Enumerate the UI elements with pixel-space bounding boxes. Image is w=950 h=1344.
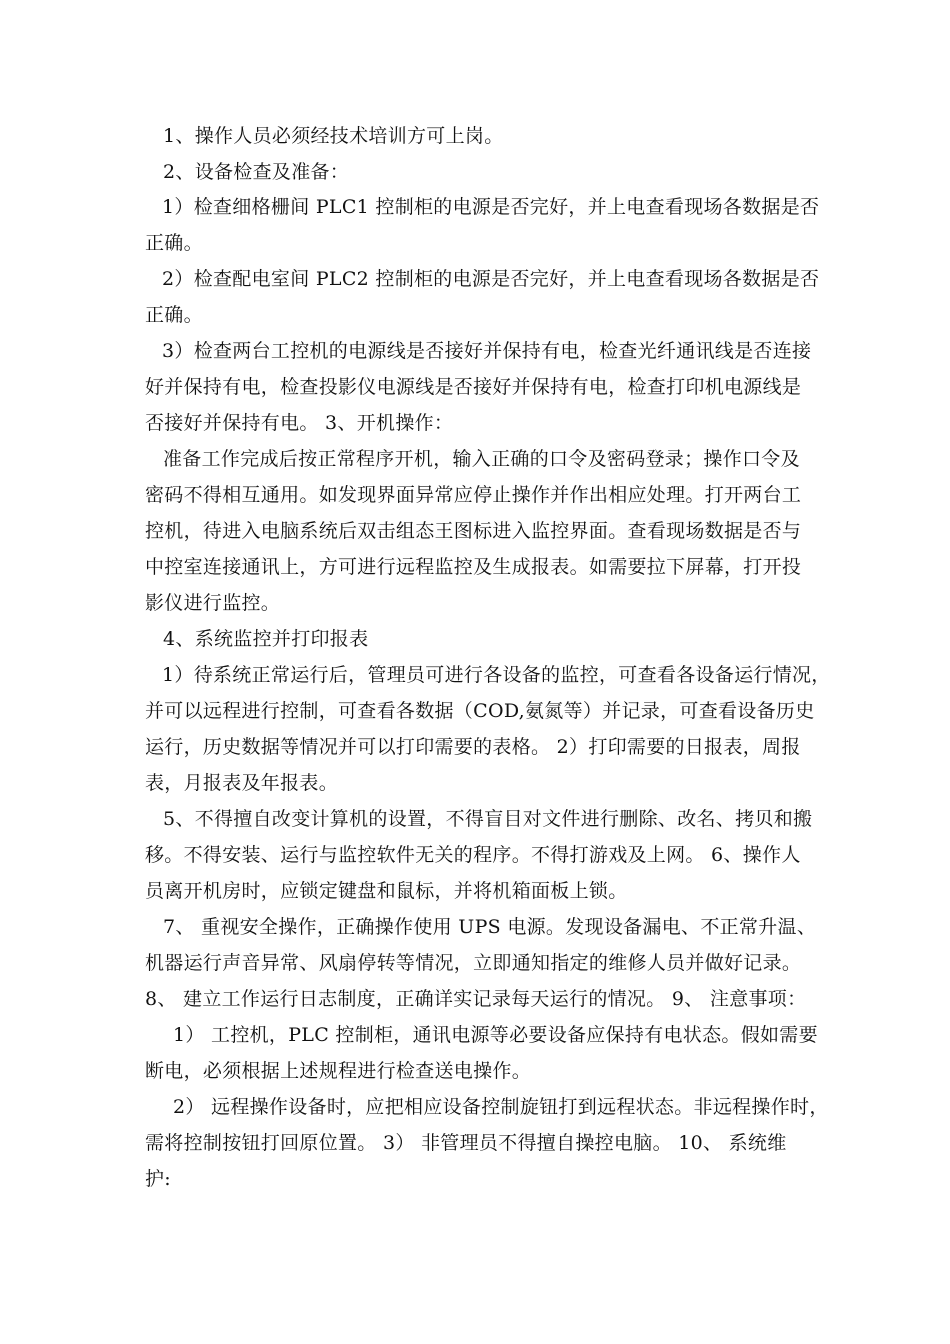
text-line: 中控室连接通讯上，方可进行远程监控及生成报表。如需要拉下屏幕，打开投: [145, 556, 802, 578]
text-line: 正确。: [145, 232, 203, 254]
text-line: 否接好并保持有电。 3、开机操作：: [145, 412, 454, 434]
text-line: 8、 建立工作运行日志制度，正确详实记录每天运行的情况。 9、 注意事项：: [145, 988, 807, 1010]
text-line: 表，月报表及年报表。: [145, 772, 339, 794]
text-line: 3）检查两台工控机的电源线是否接好并保持有电，检查光纤通讯线是否连接: [162, 340, 812, 362]
text-line: 1）检查细格栅间 PLC1 控制柜的电源是否完好，并上电查看现场各数据是否: [162, 196, 820, 218]
text-line: 准备工作完成后按正常程序开机，输入正确的口令及密码登录；操作口令及: [163, 448, 800, 470]
text-line: 7、 重视安全操作，正确操作使用 UPS 电源。发现设备漏电、不正常升温、: [163, 916, 817, 938]
text-line: 并可以远程进行控制，可查看各数据（COD,氨氮等）并记录，可查看设备历史: [145, 700, 815, 722]
text-line: 1） 工控机，PLC 控制柜，通讯电源等必要设备应保持有电状态。假如需要: [173, 1024, 818, 1046]
text-line: 2） 远程操作设备时，应把相应设备控制旋钮打到远程状态。非远程操作时，: [173, 1096, 829, 1118]
text-line: 密码不得相互通用。如发现界面异常应停止操作并作出相应处理。打开两台工: [145, 484, 802, 506]
text-line: 2、设备检查及准备：: [163, 161, 350, 183]
text-line: 1、操作人员必须经技术培训方可上岗。: [163, 125, 504, 147]
text-line: 5、不得擅自改变计算机的设置，不得盲目对文件进行删除、改名、拷贝和搬: [163, 808, 813, 830]
text-line: 运行，历史数据等情况并可以打印需要的表格。 2）打印需要的日报表，周报: [145, 736, 801, 758]
text-line: 移。不得安装、运行与监控软件无关的程序。不得打游戏及上网。 6、操作人: [145, 844, 801, 866]
text-line: 正确。: [145, 304, 203, 326]
text-line: 机器运行声音异常、风扇停转等情况，立即通知指定的维修人员并做好记录。: [145, 952, 802, 974]
text-line: 2）检查配电室间 PLC2 控制柜的电源是否完好，并上电查看现场各数据是否: [162, 268, 820, 290]
text-line: 护:: [145, 1168, 172, 1190]
text-line: 影仪进行监控。: [145, 592, 281, 614]
text-line: 好并保持有电，检查投影仪电源线是否接好并保持有电，检查打印机电源线是: [145, 376, 802, 398]
text-line: 断电，必须根据上述规程进行检查送电操作。: [145, 1060, 532, 1082]
text-line: 控机，待进入电脑系统后双击组态王图标进入监控界面。查看现场数据是否与: [145, 520, 802, 542]
text-line: 1）待系统正常运行后，管理员可进行各设备的监控，可查看各设备运行情况，: [162, 664, 831, 686]
text-line: 需将控制按钮打回原位置。 3） 非管理员不得擅自操控电脑。 10、 系统维: [145, 1132, 787, 1154]
text-line: 员离开机房时，应锁定键盘和鼠标，并将机箱面板上锁。: [145, 880, 628, 902]
text-line: 4、系统监控并打印报表: [163, 628, 369, 650]
